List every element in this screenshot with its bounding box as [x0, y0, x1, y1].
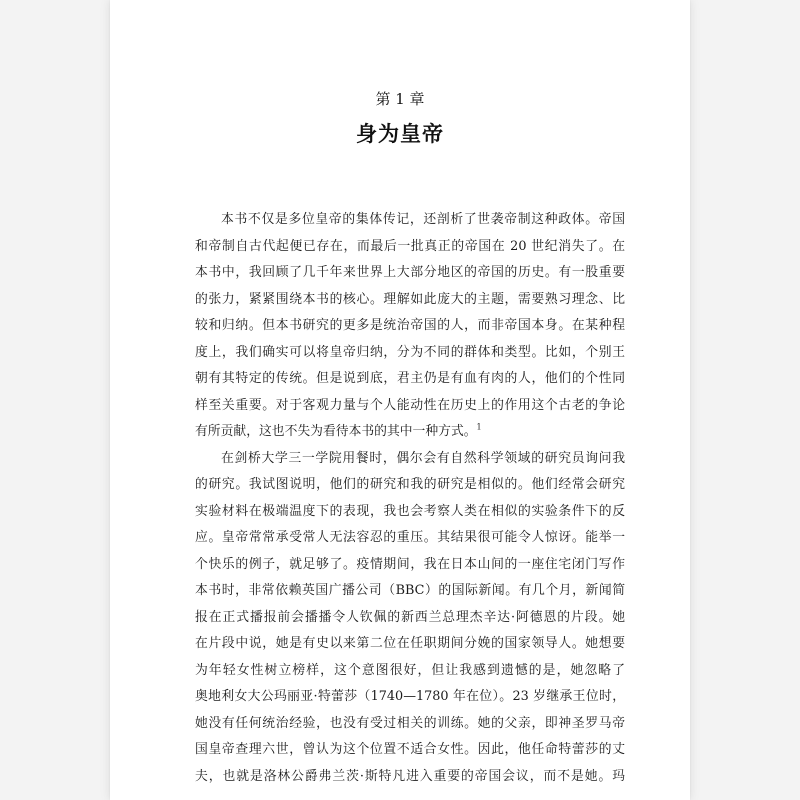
text-line: 奥地利女大公玛丽亚·特蕾莎（1740—1780 年在位）。23 岁继承王位时， [195, 689, 625, 704]
text-line: 的张力，紧紧围绕本书的核心。理解如此庞大的主题，需要熟习理念、比 [195, 291, 625, 307]
text-line: 个快乐的例子，就足够了。疫情期间，我在日本山间的一座住宅闭门写作 [195, 556, 625, 572]
text-line: 朝有其特定的传统。但是说到底，君主仍是有血有肉的人，他们的个性同 [195, 371, 625, 386]
text-line: 度上，我们确实可以将皇帝归纳，分为不同的群体和类型。比如，个别王 [195, 344, 625, 360]
text-line: 为年轻女性树立榜样，这个意图很好，但让我感到遗憾的是，她忽略了 [195, 662, 625, 678]
text-line: 本书不仅是多位皇帝的集体传记，还剖析了世袭帝制这种政体。帝国 [221, 212, 625, 227]
body-text [195, 207, 625, 790]
text-line-last [195, 419, 625, 446]
text-line: 本书时，非常依赖英国广播公司（BBC）的国际新闻。有几个月，新闻简 [195, 583, 625, 598]
text-line: 本书中，我回顾了几千年来世界上大部分地区的帝国的历史。有一股重要 [195, 265, 625, 280]
text-line: 在片段中说，她是有史以来第二位在任职期间分娩的国家领导人。她想要 [195, 636, 625, 651]
book-page [110, 0, 690, 800]
text-line: 实验材料在极端温度下的表现，我也会考察人类在相似的实验条件下的反 [195, 503, 625, 519]
text-line: 样至关重要。对于客观力量与个人能动性在历史上的作用这个古老的争论 [195, 397, 625, 413]
text-line: 国皇帝查理六世，曾认为这个位置不适合女性。因此，他任命特蕾莎的丈 [195, 742, 625, 757]
text-line: 应。皇帝常常承受常人无法容忍的重压。其结果很可能令人惊讶。能举一 [195, 530, 625, 545]
text-line: 夫，也就是洛林公爵弗兰茨·斯特凡进入重要的帝国会议，而不是她。玛 [195, 768, 625, 784]
footnote-marker[interactable]: 1 [476, 422, 482, 432]
text-line: 报在正式播报前会播播令人钦佩的新西兰总理杰辛达·阿德恩的片段。她 [195, 609, 625, 625]
text-line: 和帝制自古代起便已存在，而最后一批真正的帝国在 20 世纪消失了。在 [195, 238, 625, 254]
text-line-content: 有所贡献，这也不失为看待本书的其中一种方式。 [195, 424, 477, 439]
text-line: 她没有任何统治经验，也没有受过相关的训练。她的父亲，即神圣罗马帝 [195, 715, 625, 731]
text-line: 较和归纳。但本书研究的更多是统治帝国的人，而非帝国本身。在某种程 [195, 318, 625, 333]
text-line: 在剑桥大学三一学院用餐时，偶尔会有自然科学领域的研究员询问我 [221, 450, 625, 466]
text-line: 的研究。我试图说明，他们的研究和我的研究是相似的。他们经常会研究 [195, 477, 625, 492]
chapter-number: 第 1 章 [375, 90, 425, 108]
chapter-title: 身为皇帝 [356, 122, 444, 146]
paragraph-2 [195, 446, 625, 791]
paragraph-1 [195, 207, 625, 446]
